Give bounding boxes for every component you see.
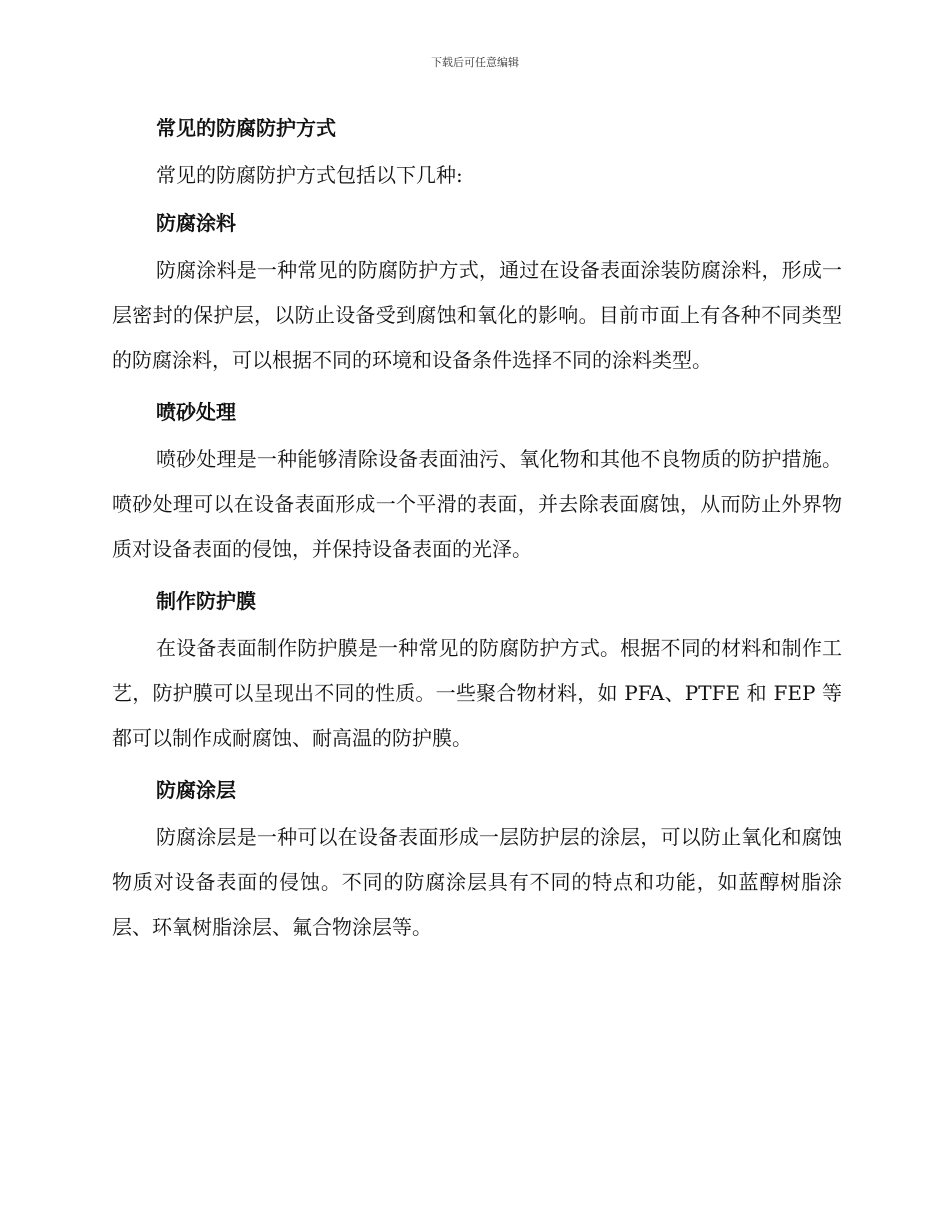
page-header: 下载后可任意编辑 (431, 56, 519, 69)
section-title-coating: 防腐涂料 (156, 211, 236, 235)
section-text-layer: 防腐涂层是一种可以在设备表面形成一层防护层的涂层，可以防止氧化和腐蚀物质对设备表面的侵蚀。不同的防腐涂层具有不同的特点和功能，如蓝醇树脂涂层、环氧树脂涂层、氟合物涂层等。 (112, 825, 842, 939)
section-text-film: 在设备表面制作防护膜是一种常见的防腐防护方式。根据不同的材料和制作工艺，防护膜可以呈现出不同的性质。一些聚合物材料，如 PFA、PTFE 和 FEP 等都可以制作成耐腐蚀、耐高温的防护膜。 (112, 636, 842, 750)
section-title-sandblast: 喷砂处理 (156, 400, 236, 424)
section-text-coating: 防腐涂料是一种常见的防腐防护方式，通过在设备表面涂装防腐涂料，形成一层密封的保护层，以防止设备受到腐蚀和氧化的影响。目前市面上有各种不同类型的防腐涂料，可以根据不同的环境和设备条件选择不同的涂料类型。 (112, 258, 842, 372)
section-title-film: 制作防护膜 (156, 589, 256, 613)
document-body (112, 108, 842, 950)
section-text-intro: 常见的防腐防护方式包括以下几种: (156, 163, 463, 187)
section-text-sandblast: 喷砂处理是一种能够清除设备表面油污、氧化物和其他不良物质的防护措施。喷砂处理可以在设备表面形成一个平滑的表面，并去除表面腐蚀，从而防止外界物质对设备表面的侵蚀，并保持设备表面的光泽。 (112, 447, 842, 561)
section-title-layer: 防腐涂层 (156, 778, 236, 802)
section-title-intro: 常见的防腐防护方式 (156, 116, 336, 140)
